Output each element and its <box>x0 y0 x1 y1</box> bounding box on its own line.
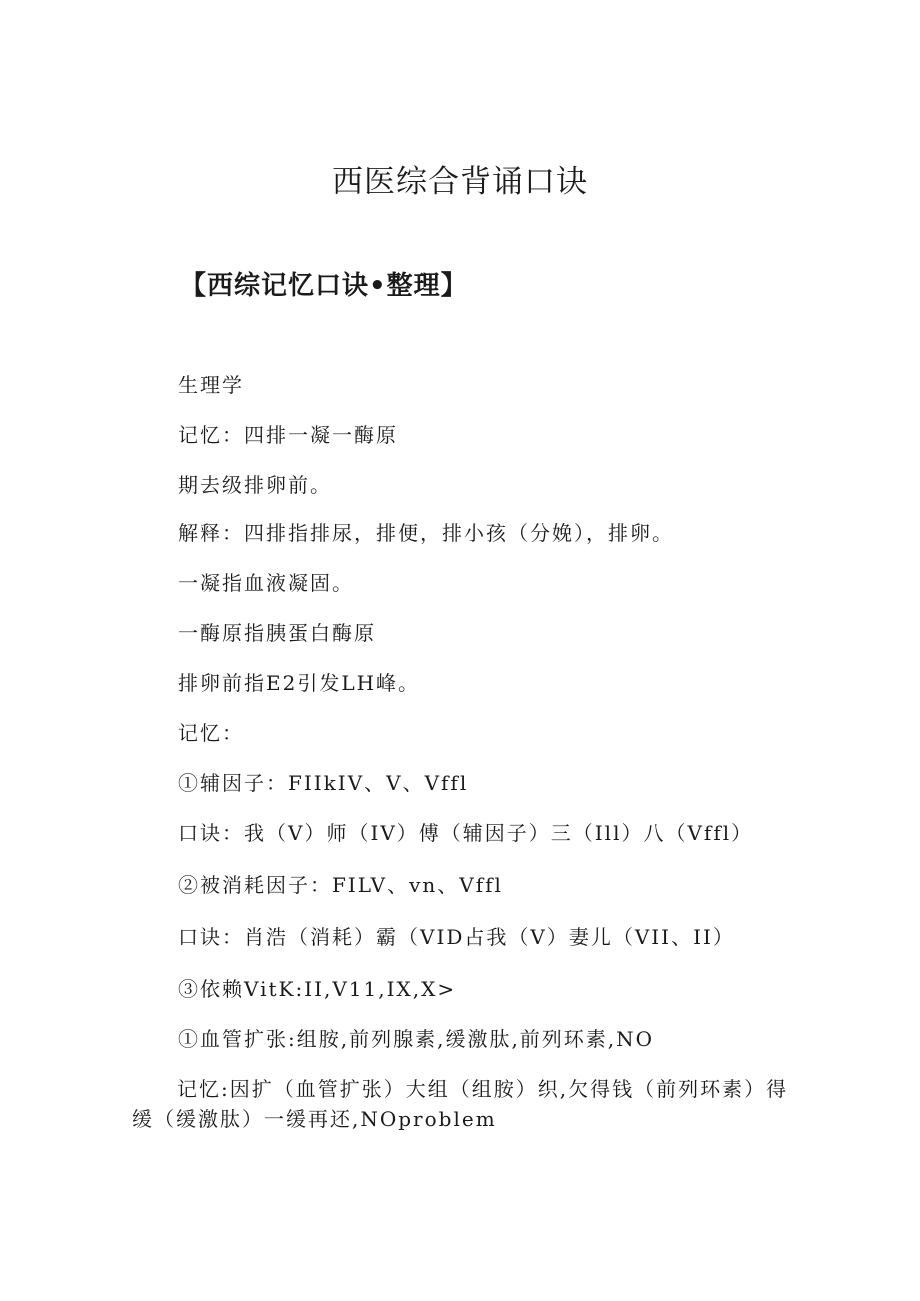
text-line: 口诀：肖浩（消耗）霸（VID占我（V）妻儿（VII、II） <box>178 925 735 949</box>
text-line: 解释：四排指排尿，排便，排小孩（分娩），排卵。 <box>178 521 674 545</box>
text-line-physiology: 生理学 <box>178 373 244 397</box>
text-line: 一凝指血液凝固。 <box>178 571 354 595</box>
page-title: 西医综合背诵口诀 <box>332 164 588 200</box>
text-line: 期去级排卵前。 <box>178 473 332 497</box>
text-line: 记忆：四排一凝一酶原 <box>178 423 398 447</box>
text-line: 排卵前指E2引发LH峰。 <box>178 671 421 695</box>
section-heading: 【西综记忆口诀•整理】 <box>180 271 468 301</box>
text-paragraph: 记忆:因扩（血管扩张）大组（组胺）织,欠得钱（前列环素）得缓（缓激肽）一缓再还,NOproblem <box>132 1077 789 1131</box>
text-line: 记忆： <box>178 721 244 745</box>
text-line: ①辅因子：FIIkIV、V、Vffl <box>178 771 469 795</box>
text-line: 口诀：我（V）师（IV）傅（辅因子）三（Ill）八（Vffl） <box>178 821 754 845</box>
text-line: ①血管扩张:组胺,前列腺素,缓激肽,前列环素,NO <box>178 1027 655 1051</box>
text-line: 一酶原指胰蛋白酶原 <box>178 621 376 645</box>
text-line: ③依赖VitK:II,V11,IX,X> <box>178 977 457 1001</box>
text-line: ②被消耗因子：FILV、vn、Vffl <box>178 873 503 897</box>
